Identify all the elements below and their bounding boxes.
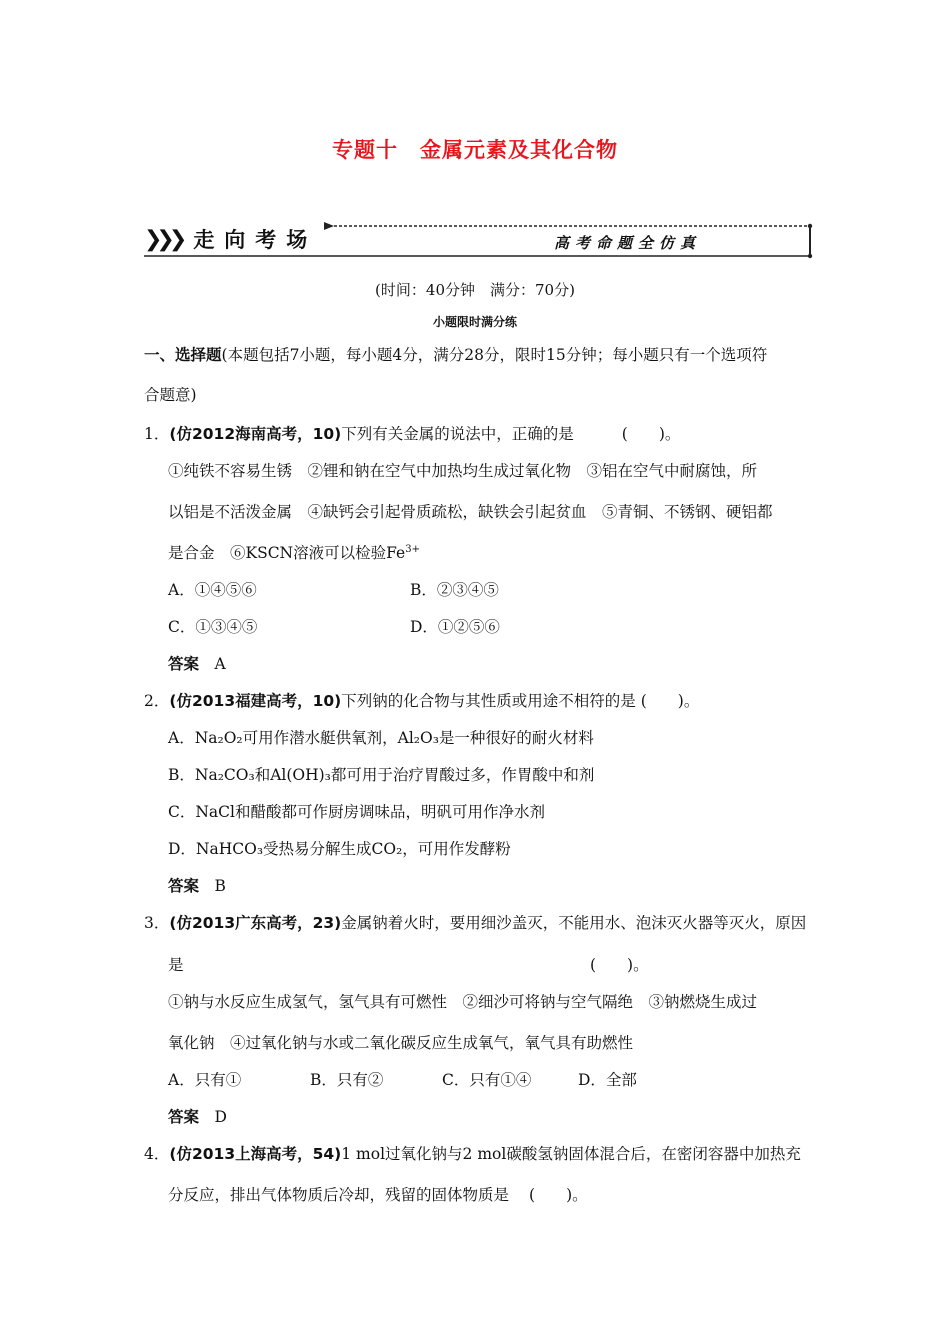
question-text: 下列钠的化合物与其性质或用途不相符的是 bbox=[341, 692, 636, 710]
question-text: 下列有关金属的说法中，正确的是 bbox=[341, 425, 574, 443]
option-c: C．NaCl和醋酸都可作厨房调味品，明矾可用作净水剂 bbox=[168, 803, 545, 821]
section-instructions bbox=[144, 343, 767, 365]
question-text: 分反应，排出气体物质后冷却，残留的固体物质是 bbox=[168, 1186, 510, 1204]
double-chevron-icon: ❯❯❯ bbox=[144, 226, 182, 252]
banner-right-text: 高考命题全仿真 bbox=[554, 234, 702, 252]
answer-value: B bbox=[214, 877, 226, 895]
question-4-stem-2 bbox=[168, 1183, 588, 1205]
question-1-statement-2: 以铝是不活泼金属 ④缺钙会引起骨质疏松，缺铁会引起贫血 ⑤青铜、不锈钢、硬铝都 bbox=[168, 503, 773, 521]
question-1-stem bbox=[144, 422, 680, 444]
question-4-stem bbox=[144, 1142, 801, 1164]
section-banner bbox=[144, 218, 814, 260]
answer-paren: ( )。 bbox=[621, 425, 681, 443]
section-desc-2: 合题意) bbox=[144, 386, 197, 404]
question-3-statement-2: 氧化钠 ④过氧化钠与水或二氧化碳反应生成氧气，氧气具有助燃性 bbox=[168, 1034, 634, 1052]
question-1-statement-1: ①纯铁不容易生锈 ②锂和钠在空气中加热均生成过氧化物 ③铝在空气中耐腐蚀，所 bbox=[168, 462, 758, 480]
answer-line bbox=[168, 652, 226, 674]
statement-text: 是合金 ⑥KSCN溶液可以检验Fe bbox=[168, 544, 406, 562]
option-d: D．①②⑤⑥ bbox=[410, 618, 500, 636]
option-c: C．只有①④ bbox=[442, 1071, 532, 1089]
question-number: 1． bbox=[144, 425, 170, 443]
answer-label: 答案 bbox=[168, 877, 200, 895]
option-b: B．只有② bbox=[310, 1071, 384, 1089]
option-b: B．Na₂CO₃和Al(OH)₃都可用于治疗胃酸过多，作胃酸中和剂 bbox=[168, 766, 595, 784]
question-1-statement-3 bbox=[168, 541, 420, 563]
answer-value: A bbox=[214, 655, 226, 673]
option-d: D．全部 bbox=[578, 1071, 637, 1089]
page-title: 专题十 金属元素及其化合物 bbox=[332, 138, 618, 162]
option-a: A．Na₂O₂可用作潜水艇供氧剂，Al₂O₃是一种很好的耐火材料 bbox=[168, 729, 594, 747]
question-text: 1 mol过氧化钠与2 mol碳酸氢钠固体混合后，在密闭容器中加热充 bbox=[341, 1145, 801, 1163]
sub-heading: 小题限时满分练 bbox=[432, 315, 517, 329]
option-d: D．NaHCO₃受热易分解生成CO₂，可用作发酵粉 bbox=[168, 840, 511, 858]
answer-label: 答案 bbox=[168, 1108, 200, 1126]
question-3-stem-2: 是 bbox=[168, 956, 184, 974]
question-text: 金属钠着火时，要用细沙盖灭，不能用水、泡沫灭火器等灭火，原因 bbox=[341, 914, 807, 932]
superscript-charge: 3+ bbox=[405, 543, 420, 555]
time-score-line: (时间：40分钟 满分：70分) bbox=[375, 281, 575, 299]
option-a: A．①④⑤⑥ bbox=[168, 581, 257, 599]
question-source: (仿2013福建高考，10) bbox=[169, 692, 342, 710]
answer-paren: ( )。 bbox=[590, 956, 649, 974]
question-2-stem bbox=[144, 689, 699, 711]
section-label: 一、选择题 bbox=[144, 346, 222, 364]
question-3-statement-1: ①钠与水反应生成氢气，氢气具有可燃性 ②细沙可将钠与空气隔绝 ③钠燃烧生成过 bbox=[168, 993, 758, 1011]
question-number: 3． bbox=[144, 914, 170, 932]
question-source: (仿2013上海高考，54) bbox=[169, 1145, 342, 1163]
answer-label: 答案 bbox=[168, 655, 200, 673]
option-b: B．②③④⑤ bbox=[410, 581, 499, 599]
banner-heading bbox=[144, 224, 317, 254]
option-a: A．只有① bbox=[168, 1071, 242, 1089]
section-desc-1: (本题包括7小题，每小题4分，满分28分，限时15分钟；每小题只有一个选项符 bbox=[221, 346, 768, 364]
answer-line bbox=[168, 1105, 227, 1127]
answer-paren: ( )。 bbox=[529, 1186, 588, 1204]
answer-paren: ( )。 bbox=[640, 692, 700, 710]
question-source: (仿2013广东高考，23) bbox=[169, 914, 342, 932]
question-3-stem bbox=[144, 911, 806, 933]
question-source: (仿2012海南高考，10) bbox=[169, 425, 342, 443]
option-c: C．①③④⑤ bbox=[168, 618, 258, 636]
question-number: 2． bbox=[144, 692, 170, 710]
answer-line bbox=[168, 874, 226, 896]
answer-value: D bbox=[214, 1108, 227, 1126]
question-number: 4． bbox=[144, 1145, 170, 1163]
banner-left-text: 走向考场 bbox=[193, 228, 318, 252]
